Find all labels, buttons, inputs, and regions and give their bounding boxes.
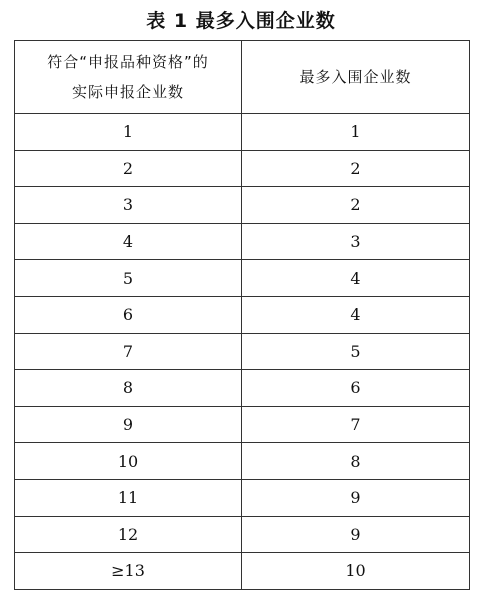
cell-declared-enterprises: 9 <box>15 406 242 443</box>
cell-max-shortlisted: 2 <box>242 187 470 224</box>
cell-max-shortlisted: 6 <box>242 370 470 407</box>
table-row <box>15 553 470 590</box>
table-header-row <box>15 41 470 114</box>
cell-max-shortlisted: 9 <box>242 516 470 553</box>
table-row <box>15 114 470 151</box>
cell-declared-enterprises: 12 <box>15 516 242 553</box>
cell-declared-enterprises: ≥13 <box>15 553 242 590</box>
table-row <box>15 187 470 224</box>
cell-declared-enterprises: 1 <box>15 114 242 151</box>
cell-declared-enterprises: 4 <box>15 223 242 260</box>
table-row <box>15 443 470 480</box>
table-row <box>15 406 470 443</box>
cell-declared-enterprises: 3 <box>15 187 242 224</box>
cell-declared-enterprises: 6 <box>15 296 242 333</box>
cell-declared-enterprises: 2 <box>15 150 242 187</box>
cell-max-shortlisted: 10 <box>242 553 470 590</box>
cell-max-shortlisted: 7 <box>242 406 470 443</box>
table-row <box>15 370 470 407</box>
column-header-line: 最多入围企业数 <box>299 68 412 86</box>
column-header-line: 实际申报企业数 <box>71 83 184 101</box>
column-header-max-shortlisted <box>242 41 470 114</box>
cell-declared-enterprises: 7 <box>15 333 242 370</box>
cell-max-shortlisted: 3 <box>242 223 470 260</box>
cell-declared-enterprises: 8 <box>15 370 242 407</box>
table-title: 表 1 最多入围企业数 <box>146 10 336 32</box>
cell-max-shortlisted: 5 <box>242 333 470 370</box>
table-row <box>15 150 470 187</box>
cell-max-shortlisted: 4 <box>242 296 470 333</box>
column-header-line: 符合“申报品种资格”的 <box>47 53 209 71</box>
enterprise-count-table <box>14 40 470 590</box>
cell-max-shortlisted: 8 <box>242 443 470 480</box>
table-row <box>15 296 470 333</box>
cell-max-shortlisted: 1 <box>242 114 470 151</box>
table-row <box>15 479 470 516</box>
cell-declared-enterprises: 10 <box>15 443 242 480</box>
column-header-declared-enterprises <box>15 41 242 114</box>
cell-declared-enterprises: 5 <box>15 260 242 297</box>
table-row <box>15 223 470 260</box>
cell-declared-enterprises: 11 <box>15 479 242 516</box>
table-row <box>15 260 470 297</box>
cell-max-shortlisted: 4 <box>242 260 470 297</box>
table-row <box>15 333 470 370</box>
cell-max-shortlisted: 2 <box>242 150 470 187</box>
table-row <box>15 516 470 553</box>
cell-max-shortlisted: 9 <box>242 479 470 516</box>
table-body <box>15 114 470 590</box>
